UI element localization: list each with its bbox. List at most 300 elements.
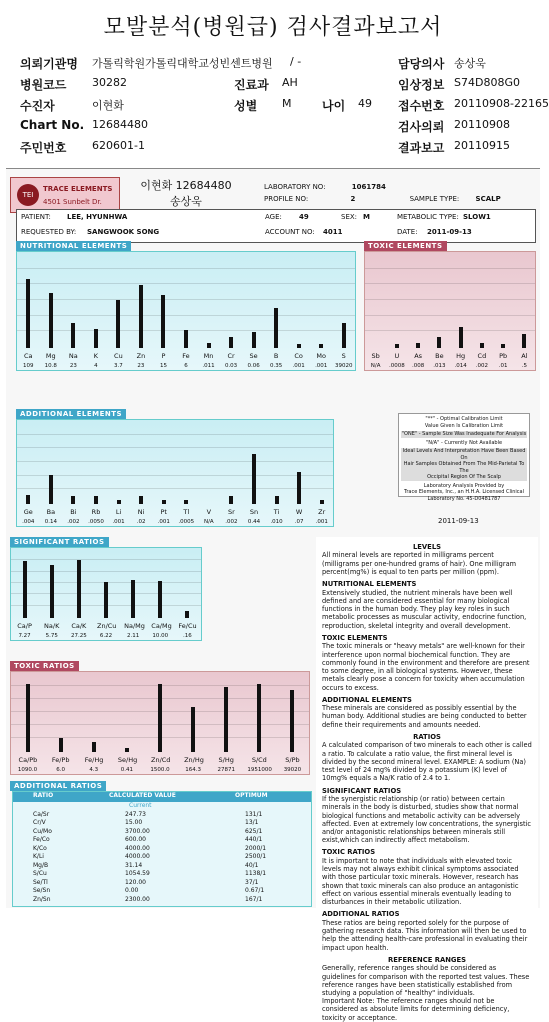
bar-mg bbox=[49, 293, 53, 348]
text-heading: TOXIC RATIOS bbox=[322, 848, 376, 857]
gridline bbox=[17, 434, 333, 435]
bar-value: 10.00 bbox=[152, 633, 169, 639]
legend-line: Trace Elements, Inc., an H.H.A. Licensed Clinical bbox=[404, 489, 524, 495]
bar-se bbox=[252, 332, 256, 348]
ratio-cell: 0.67/1 bbox=[245, 887, 265, 894]
bar-value: 0.41 bbox=[120, 767, 133, 773]
bar-s-cd bbox=[257, 684, 261, 752]
ratio-row bbox=[13, 853, 311, 862]
bar-label: Mg bbox=[45, 352, 56, 360]
bar-label: Cu bbox=[114, 352, 123, 360]
bar-pt bbox=[162, 500, 166, 504]
bar-label: P bbox=[161, 352, 166, 360]
bar-value: 1500.0 bbox=[150, 767, 170, 773]
value-institution: 가톨릭학원가톨릭대학교성빈센트병원 bbox=[92, 57, 273, 70]
bar-na-mg bbox=[131, 580, 135, 618]
ratio-cell: 120.00 bbox=[125, 878, 146, 886]
bar-as bbox=[416, 343, 420, 348]
bar-na-k bbox=[50, 565, 54, 618]
ratio-cell: 167/1 bbox=[245, 895, 263, 903]
ratio-cell: Zn/Sn bbox=[33, 895, 51, 903]
bar-value: .01 bbox=[498, 363, 508, 369]
bar-ca-k bbox=[77, 560, 81, 618]
sample-label: SAMPLE TYPE: bbox=[409, 195, 460, 203]
calc-col-header: CALCULATED VALUE bbox=[109, 792, 176, 799]
bar-al bbox=[522, 334, 526, 348]
ratio-row bbox=[13, 819, 311, 828]
bar-label: Zn/Cd bbox=[151, 756, 171, 764]
bar-na bbox=[71, 323, 75, 348]
ratio-cell: Se/Tl bbox=[33, 878, 48, 886]
bar-value: .004 bbox=[22, 519, 35, 525]
value-result-date: 20110915 bbox=[454, 139, 510, 152]
sample-value: SCALP bbox=[475, 195, 501, 203]
ratio-cell: K/Co bbox=[33, 844, 47, 852]
bar-label: Ca/P bbox=[17, 622, 32, 630]
legend-line: "N/A" - Currently Not Available bbox=[425, 439, 503, 446]
bar-label: Na/K bbox=[44, 622, 60, 630]
bar-value: N/A bbox=[370, 363, 381, 369]
bar-value: .002 bbox=[475, 363, 488, 369]
bar-label: Se/Hg bbox=[117, 756, 138, 764]
bar-label: Ca/K bbox=[71, 622, 87, 630]
bar-zn-cu bbox=[104, 582, 108, 618]
bar-value: 15 bbox=[159, 363, 167, 369]
bar-b bbox=[274, 308, 278, 348]
bar-li bbox=[117, 500, 121, 504]
value-request-date: 20110908 bbox=[454, 118, 510, 131]
ratio-cell: 600.00 bbox=[125, 836, 146, 843]
text-paragraph: It is important to note that individuals with elevated toxic levels may not always exhibit clinical symptoms associated with those particular toxic minerals. However, research has shown that toxic minerals can also produce an antagonistic effect on various essential minerals eventually leading to disturbances in their metabolic utilization. bbox=[322, 856, 519, 907]
bar-label: Fe/Cu bbox=[178, 622, 197, 630]
gridline bbox=[365, 283, 535, 284]
ratio-cell: Fe/Co bbox=[33, 836, 50, 843]
text-paragraph: All mineral levels are reported in milligrams percent (milligrams per one-hundred grams of hair). One milligram percent(mg%) is equal to ten parts per million (ppm). bbox=[322, 551, 517, 576]
signed-date: 2011-09-13 bbox=[438, 517, 479, 525]
bar-value: .001 bbox=[315, 519, 328, 525]
bar-label: Cd bbox=[477, 352, 487, 360]
legend-line: Laboratory No. 45-D0481787 bbox=[427, 495, 501, 502]
ratio-row bbox=[13, 887, 311, 896]
header-row-4 bbox=[0, 118, 546, 134]
additional-ratios-table bbox=[12, 791, 312, 907]
bar-value: 27.25 bbox=[70, 633, 87, 639]
lab-logo bbox=[10, 177, 120, 213]
text-heading: SIGNIFICANT RATIOS bbox=[322, 786, 402, 795]
account-value: 4011 bbox=[323, 228, 343, 236]
bar-label: Zr bbox=[318, 508, 326, 516]
label-institution: 의뢰기관명 bbox=[20, 57, 78, 71]
label-hospital-code: 병원코드 bbox=[20, 78, 67, 92]
bar-value: 39020 bbox=[283, 767, 302, 773]
legend-line: "**" - Optimal Calibration Limit bbox=[425, 416, 503, 422]
bar-value: 4 bbox=[94, 363, 98, 369]
toxic-ratios-chart bbox=[10, 671, 310, 775]
bar-value: .013 bbox=[433, 363, 446, 369]
bar-value: 23 bbox=[69, 363, 77, 369]
ratio-row bbox=[13, 845, 311, 854]
age-label: AGE: bbox=[265, 213, 282, 221]
bar-mn bbox=[207, 343, 211, 348]
ratio-row bbox=[13, 862, 311, 871]
patient-value: LEE, HYUNHWA bbox=[67, 213, 128, 221]
value-patient: 이현화 bbox=[92, 99, 124, 112]
bar-ni bbox=[139, 496, 143, 504]
bar-w bbox=[297, 472, 301, 504]
bar-k bbox=[94, 329, 98, 348]
additional-ratios-title: ADDITIONAL RATIOS bbox=[10, 781, 106, 791]
label-chart-no: Chart No. bbox=[20, 118, 85, 132]
bar-label: Zn/Hg bbox=[184, 756, 204, 764]
bar-s bbox=[342, 323, 346, 348]
bar-rb bbox=[94, 496, 98, 504]
sex-label: SEX: bbox=[341, 213, 358, 221]
legend-line: Ideal Levels And Interpretation Have Been Based On bbox=[402, 448, 526, 461]
bar-label: Mn bbox=[203, 352, 214, 360]
bar-co bbox=[297, 344, 301, 348]
bar-label: Pt bbox=[160, 508, 167, 516]
text-heading: RATIOS bbox=[413, 732, 441, 741]
nutritional-title: NUTRITIONAL ELEMENTS bbox=[16, 241, 131, 251]
bar-be bbox=[437, 337, 441, 348]
bar-value: 23 bbox=[137, 363, 145, 369]
text-paragraph: Extensively studied, the nutrient minerals have been well defined and are considered essential for many biological functions in the human body. They play key roles in such metabolic processes as muscular activity, endocrine function, reproduction, skeletal integrity and overall development. bbox=[322, 588, 527, 630]
bar-label: K bbox=[93, 352, 98, 360]
ratio-cell: 1138/1 bbox=[245, 870, 267, 877]
legend-line: Occipital Region Of The Scalp bbox=[401, 474, 527, 481]
ratio-subheader bbox=[13, 802, 311, 811]
bar-value: 0.44 bbox=[247, 519, 261, 525]
bar-value: .0050 bbox=[88, 519, 104, 525]
bar-s-pb bbox=[290, 690, 294, 752]
bar-pb bbox=[501, 344, 505, 348]
gridline bbox=[17, 447, 333, 448]
bar-label: Bi bbox=[70, 508, 77, 516]
ratio-col-header: RATIO bbox=[33, 792, 54, 799]
bar-value: 0.06 bbox=[247, 363, 260, 369]
bar-label: U bbox=[394, 352, 400, 360]
value-doctor: 송상욱 bbox=[454, 57, 486, 70]
value-sex: M bbox=[282, 97, 292, 110]
bar-value: 0.14 bbox=[44, 519, 57, 525]
bar-label: Zn/Cu bbox=[97, 622, 117, 630]
bar-value: 164.3 bbox=[185, 767, 201, 773]
current-col-header: Current bbox=[129, 802, 152, 809]
bar-label: Sn bbox=[249, 508, 259, 516]
bar-label: S bbox=[341, 352, 346, 360]
bar-value: 3.7 bbox=[114, 363, 123, 369]
ratio-cell: Mg/B bbox=[33, 861, 49, 869]
bar-label: Cr bbox=[227, 352, 235, 360]
header-row-1 bbox=[0, 55, 546, 71]
ratio-table-header bbox=[13, 792, 311, 802]
bar-value: 109 bbox=[23, 363, 34, 369]
bar-value: 5.75 bbox=[45, 633, 58, 639]
bar-value: .014 bbox=[454, 363, 467, 369]
bar-value: 1951000 bbox=[247, 767, 272, 773]
text-paragraph: Generally, reference ranges should be considered as guidelines for comparison with the reported test values. These reference ranges have been statistically established from studying a population of "healthy" individuals. bbox=[322, 964, 530, 997]
text-paragraph: These minerals are considered as possibly essential by the human body. Additional studies are being conducted to better define their requirements and amounts needed. bbox=[322, 704, 527, 729]
bar-label: S/Hg bbox=[218, 756, 234, 764]
label-department: 진료과 bbox=[234, 78, 269, 92]
bar-label: Ca bbox=[24, 352, 33, 360]
ratio-row bbox=[13, 811, 311, 820]
bar-value: .010 bbox=[270, 519, 283, 525]
bar-value: .02 bbox=[136, 519, 146, 525]
text-heading: NUTRITIONAL ELEMENTS bbox=[322, 580, 417, 589]
bar-label: Al bbox=[521, 352, 528, 360]
text-paragraph: Important Note: The reference ranges should not be considered as absolute limits for determining deficiency, toxicity or acceptance. bbox=[322, 997, 510, 1022]
bar-fe-hg bbox=[92, 742, 96, 752]
bar-label: Fe bbox=[182, 352, 190, 360]
bar-fe-pb bbox=[59, 738, 63, 752]
bar-value: 10.8 bbox=[44, 363, 57, 369]
value-resident-no: 620601-1 bbox=[92, 139, 145, 152]
explanation-text bbox=[316, 537, 538, 1022]
profile-line bbox=[264, 195, 501, 203]
bar-value: 0.35 bbox=[270, 363, 283, 369]
lab-no-line bbox=[264, 183, 386, 191]
report-scan bbox=[6, 168, 540, 1022]
bar-label: W bbox=[295, 508, 303, 516]
ratio-row bbox=[13, 879, 311, 888]
ratio-rows bbox=[13, 811, 311, 905]
bar-label: Rb bbox=[91, 508, 101, 516]
opt-col-header: OPTIMUM bbox=[235, 792, 268, 799]
text-paragraph: These ratios are being reported solely for the purpose of gathering research data. This information will then be used to help the attending health-care professional in evaluating their impact upon health. bbox=[322, 918, 528, 952]
gridline bbox=[17, 299, 355, 300]
gridline bbox=[17, 461, 333, 462]
bar-label: Se bbox=[249, 352, 258, 360]
value-age: 49 bbox=[358, 97, 372, 110]
bar-value: .002 bbox=[67, 519, 80, 525]
ratio-cell: 40/1 bbox=[245, 861, 259, 869]
bar-ca-pb bbox=[26, 684, 30, 752]
requested-label: REQUESTED BY: bbox=[21, 228, 77, 236]
ratio-cell: 1054.59 bbox=[125, 870, 150, 877]
text-paragraph: If the synergistic relationship (or ratio) between certain minerals in the body is disturbed, studies show that normal biological functions and metabolic activity can be adversely affected. Even at extremely low concentrations, the synergistic and/or antagonistic relationships between minerals still exist,which can indirectly affect metabolism. bbox=[322, 795, 531, 845]
bar-tl bbox=[184, 500, 188, 504]
ratio-cell: 2000/1 bbox=[245, 844, 267, 852]
text-heading: ADDITIONAL RATIOS bbox=[322, 910, 400, 919]
bar-label: Sr bbox=[228, 508, 235, 516]
bar-sr bbox=[229, 496, 233, 504]
ratio-cell: 37/1 bbox=[245, 878, 259, 886]
bar-u bbox=[395, 344, 399, 348]
additional-title: ADDITIONAL ELEMENTS bbox=[16, 409, 126, 419]
bar-label: Ba bbox=[46, 508, 56, 516]
bar-zn-hg bbox=[191, 707, 195, 752]
header-row-3 bbox=[0, 97, 549, 113]
bar-value: .001 bbox=[157, 519, 170, 525]
gridline bbox=[365, 315, 535, 316]
bar-mo bbox=[319, 344, 323, 348]
gridline bbox=[17, 488, 333, 489]
ratio-cell: 0.00 bbox=[125, 887, 139, 894]
bar-label: Mo bbox=[316, 352, 326, 360]
bar-ge bbox=[26, 495, 30, 504]
bar-fe bbox=[184, 330, 188, 348]
ratio-cell: 625/1 bbox=[245, 827, 263, 835]
significant-title: SIGNIFICANT RATIOS bbox=[10, 537, 109, 547]
bar-value: 6 bbox=[184, 363, 188, 369]
gridline bbox=[17, 268, 355, 269]
profile-value: 2 bbox=[350, 195, 356, 203]
bar-value: 1090.0 bbox=[17, 767, 38, 773]
gridline bbox=[17, 475, 333, 476]
bar-s-hg bbox=[224, 687, 228, 752]
bar-label: B bbox=[273, 352, 279, 360]
legend-line: Value Given Is Calibration Limit bbox=[424, 422, 504, 429]
nutritional-chart bbox=[16, 251, 356, 371]
value-chart-no: 12684480 bbox=[92, 118, 148, 131]
lab-no-value: 1061784 bbox=[351, 183, 386, 191]
ratio-row bbox=[13, 828, 311, 837]
bar-value: 6.0 bbox=[56, 767, 66, 773]
value-institution-extra: / - bbox=[290, 55, 302, 68]
bar-label: Pb bbox=[499, 352, 508, 360]
bar-ca-mg bbox=[158, 581, 162, 618]
ratio-cell: Cu/Mo bbox=[33, 827, 52, 835]
ratio-cell: Cr/V bbox=[33, 819, 46, 826]
requested-value: SANGWOOK SONG bbox=[87, 228, 160, 236]
legend-box bbox=[398, 413, 530, 502]
bar-label: Na/Mg bbox=[124, 622, 145, 630]
header-row-5 bbox=[0, 139, 546, 155]
significant-chart bbox=[10, 547, 202, 641]
metabolic-label: METABOLIC TYPE: bbox=[397, 213, 459, 221]
handwritten-name-text: 이현화 12684480 bbox=[140, 179, 232, 192]
gridline bbox=[11, 571, 201, 572]
ratio-cell: 131/1 bbox=[245, 810, 263, 818]
bar-label: V bbox=[206, 508, 212, 516]
bar-label: Fe/Hg bbox=[84, 756, 104, 764]
ratio-row bbox=[13, 870, 311, 879]
bar-ti bbox=[275, 496, 279, 504]
label-sex: 성별 bbox=[234, 99, 258, 113]
ratio-cell: Se/Sn bbox=[33, 887, 51, 894]
sex-value: M bbox=[363, 213, 370, 221]
bar-value: 7.27 bbox=[18, 633, 31, 639]
bar-cu bbox=[116, 300, 120, 348]
label-receipt-no: 접수번호 bbox=[398, 99, 445, 113]
toxic-title: TOXIC ELEMENTS bbox=[364, 241, 447, 251]
handwritten-name bbox=[126, 177, 246, 209]
gridline bbox=[11, 559, 201, 560]
ratio-cell: S/Cu bbox=[33, 870, 47, 877]
text-paragraph: The toxic minerals or "heavy metals" are well-known for their interference upon normal biochemical function. They are commonly found in the environment and therefore are present to some degree, in all biological systems. However, these metals clearly pose a concern for toxicity when accumulation occurs to excess. bbox=[322, 642, 530, 692]
bar-p bbox=[161, 295, 165, 348]
bar-ca bbox=[26, 279, 30, 348]
label-patient: 수진자 bbox=[20, 99, 55, 113]
additional-chart bbox=[16, 419, 334, 527]
value-department: AH bbox=[282, 76, 298, 89]
bar-value: .001 bbox=[315, 363, 328, 369]
text-heading: TOXIC ELEMENTS bbox=[322, 633, 388, 642]
bar-value: .07 bbox=[294, 519, 304, 525]
bar-ca-p bbox=[23, 561, 27, 618]
bar-label: Fe/Pb bbox=[51, 756, 70, 764]
ratio-cell: 2300.00 bbox=[125, 895, 150, 903]
bar-label: S/Pb bbox=[285, 756, 300, 764]
ratio-cell: 440/1 bbox=[245, 836, 263, 843]
bar-label: Co bbox=[294, 352, 303, 360]
bar-zr bbox=[320, 500, 324, 504]
bar-label: Li bbox=[115, 508, 122, 516]
bar-ba bbox=[49, 475, 53, 504]
bar-value: .001 bbox=[292, 363, 305, 369]
bar-value: 2.11 bbox=[127, 633, 140, 639]
bar-label: S/Cd bbox=[251, 756, 267, 764]
bar-cd bbox=[480, 343, 484, 348]
bar-zn bbox=[139, 285, 143, 348]
bar-value: .001 bbox=[112, 519, 125, 525]
metabolic-value: SLOW1 bbox=[463, 213, 491, 221]
bar-label: Be bbox=[435, 352, 444, 360]
gridline bbox=[17, 283, 355, 284]
ratio-cell: 4000.00 bbox=[125, 844, 150, 852]
ratio-cell: 247.73 bbox=[125, 810, 146, 818]
bar-value: .008 bbox=[412, 363, 425, 369]
gridline bbox=[365, 268, 535, 269]
ratio-cell: 15.00 bbox=[125, 819, 143, 826]
bar-hg bbox=[459, 327, 463, 348]
bar-label: Zn bbox=[136, 352, 146, 360]
ratio-cell: 13/1 bbox=[245, 819, 259, 826]
bar-value: 4.3 bbox=[89, 767, 99, 773]
date-label: DATE: bbox=[397, 228, 418, 236]
ratio-row bbox=[13, 836, 311, 845]
label-request-date: 검사의뢰 bbox=[398, 120, 445, 134]
toxic-chart bbox=[364, 251, 536, 371]
text-paragraph: A calculated comparison of two minerals to each other is called a ratio. To calculate a ratio value, the first mineral level is divided by the second mineral level. EXAMPLE: A sodium (Na) test level of 24 mg% divided by a potassium (K) level of 10mg% equals a Na/K ratio of 2.4 to 1. bbox=[322, 741, 532, 783]
profile-label: PROFILE NO: bbox=[264, 195, 309, 203]
bar-label: As bbox=[414, 352, 423, 360]
legend-line: "ONE" - Sample Size Was Inadequate For Analysis bbox=[401, 431, 527, 437]
bar-value: .011 bbox=[202, 363, 215, 369]
ratio-cell: 3700.00 bbox=[125, 827, 150, 835]
ratio-cell: 2500/1 bbox=[245, 853, 267, 860]
patient-box bbox=[16, 209, 536, 243]
handwritten-doctor-text: 송상욱 bbox=[170, 195, 202, 208]
legend-line: Laboratory Analysis Provided by bbox=[423, 482, 505, 489]
text-heading: ADDITIONAL ELEMENTS bbox=[322, 695, 412, 704]
bar-value: .002 bbox=[225, 519, 238, 525]
lab-logo-icon: TEI bbox=[17, 184, 39, 206]
ratio-cell: 31.14 bbox=[125, 861, 143, 869]
lab-no-label: LABORATORY NO: bbox=[264, 183, 326, 191]
ratio-cell: 4000.00 bbox=[125, 853, 150, 860]
header-row-2 bbox=[0, 76, 546, 92]
gridline bbox=[17, 315, 355, 316]
bar-label: Ge bbox=[23, 508, 33, 516]
label-clinical-info: 임상정보 bbox=[398, 78, 445, 92]
ratio-cell: K/Li bbox=[33, 853, 44, 860]
ratio-cell: Ca/Sr bbox=[33, 810, 50, 818]
bar-zn-cd bbox=[158, 684, 162, 752]
bar-cr bbox=[229, 337, 233, 348]
bar-value: 0.03 bbox=[224, 363, 238, 369]
lab-logo-text: TRACE ELEMENTS bbox=[43, 185, 113, 193]
bar-fe-cu bbox=[185, 611, 189, 618]
value-receipt-no: 20110908-22165 bbox=[454, 97, 549, 110]
bar-label: Hg bbox=[456, 352, 466, 360]
bar-value: .0005 bbox=[178, 519, 195, 525]
bar-label: Ti bbox=[273, 508, 280, 516]
gridline bbox=[365, 330, 535, 331]
bar-label: Tl bbox=[183, 508, 190, 516]
label-age: 나이 bbox=[322, 99, 346, 113]
